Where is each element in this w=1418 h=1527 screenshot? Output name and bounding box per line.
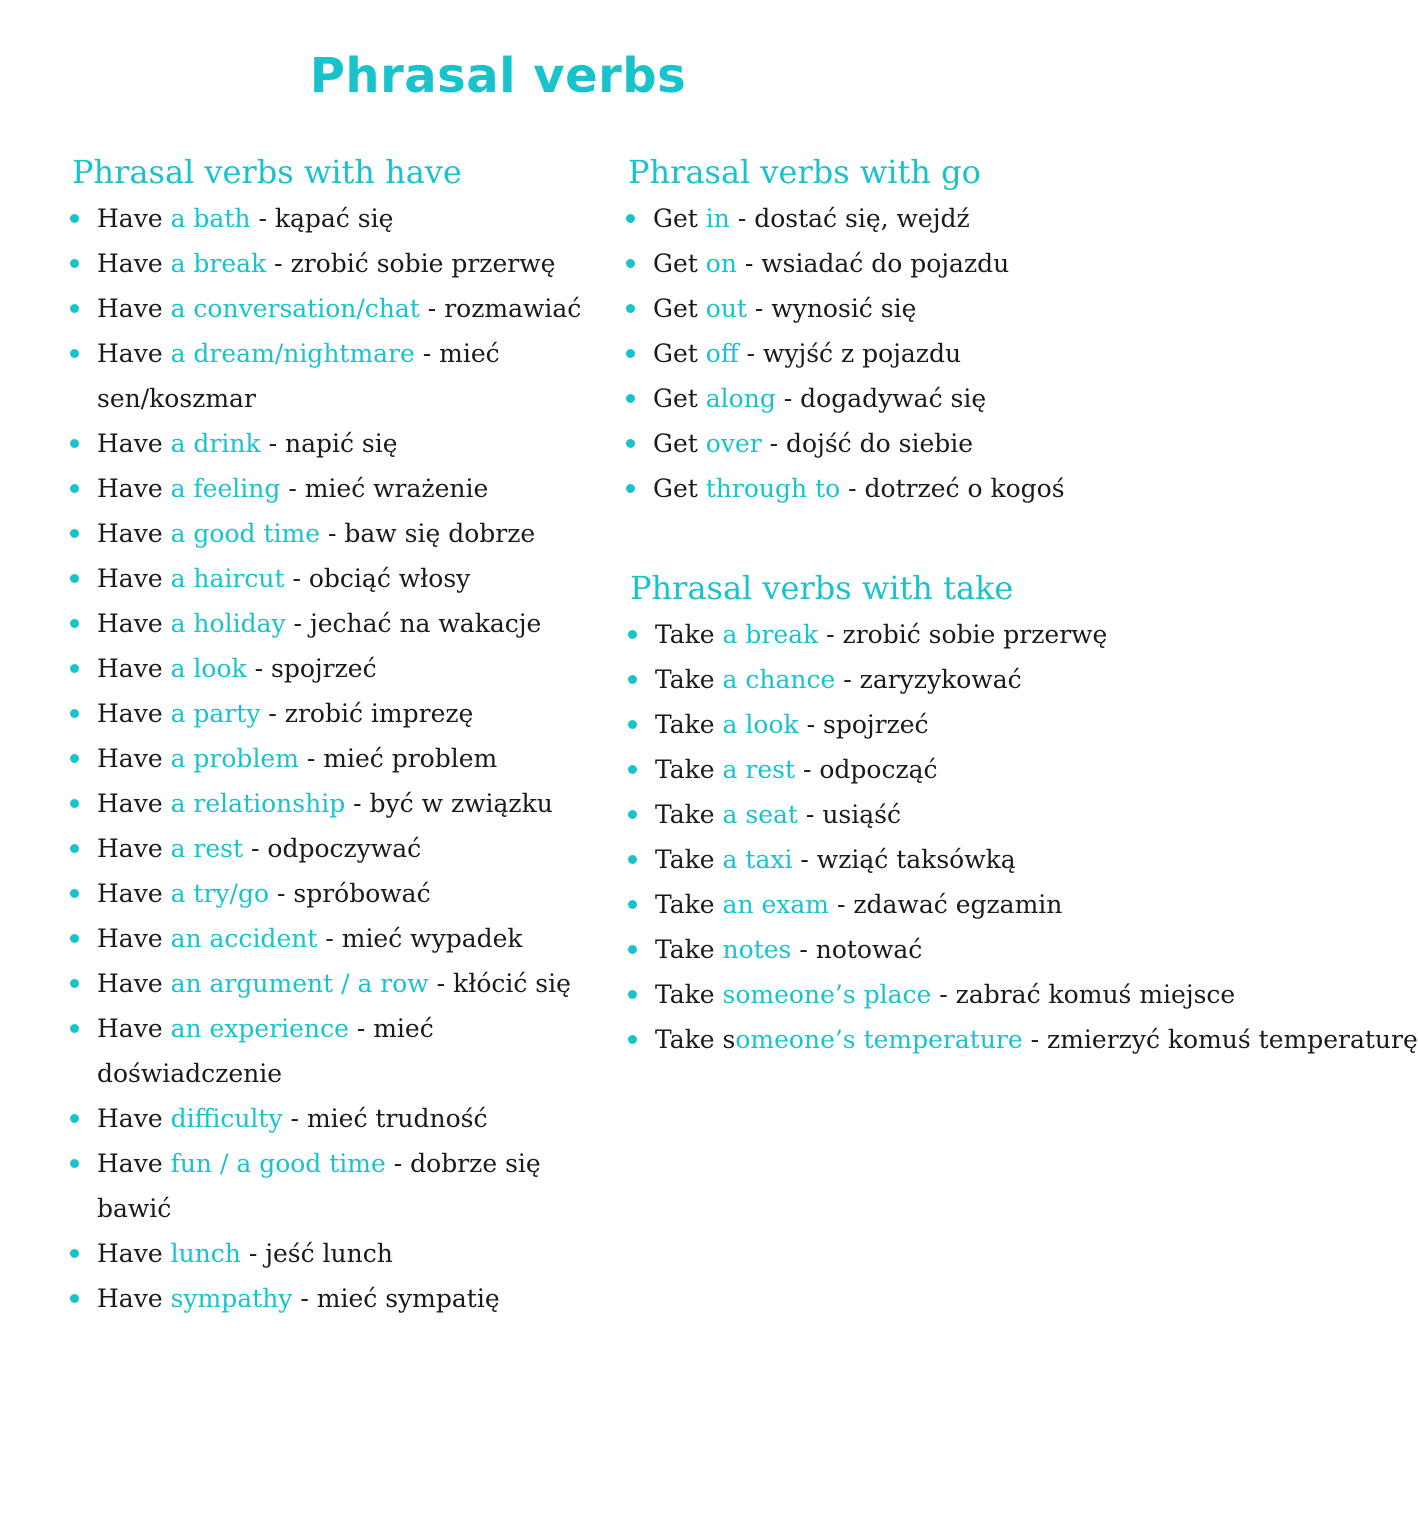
- translation: - zdawać egzamin: [829, 890, 1063, 919]
- translation: - dojść do siebie: [761, 429, 974, 458]
- translation: - zrobić sobie przerwę: [266, 249, 556, 278]
- verb: Have: [97, 294, 163, 323]
- translation: - zmierzyć komuś temperaturę: [1022, 1025, 1418, 1054]
- verb: Have: [97, 474, 163, 503]
- verb-complement: an experience: [170, 1014, 349, 1043]
- verb-complement: a bath: [170, 204, 251, 233]
- verb-complement: through to: [705, 474, 841, 503]
- list-item: [68, 466, 598, 511]
- list-item: [626, 747, 1080, 792]
- verb: Have: [97, 429, 163, 458]
- list-item: [626, 837, 1080, 882]
- translation: - mieć trudność: [282, 1104, 488, 1133]
- go-list: [624, 196, 1080, 511]
- translation: - zrobić imprezę: [260, 699, 474, 728]
- verb: Have: [97, 1149, 163, 1178]
- verb-complement: an exam: [722, 890, 830, 919]
- translation: - spróbować: [269, 879, 431, 908]
- verb: Have: [97, 654, 163, 683]
- translation: - kąpać się: [250, 204, 394, 233]
- verb: Get: [653, 294, 698, 323]
- translation: - notować: [791, 935, 923, 964]
- verb-complement: difficulty: [170, 1104, 283, 1133]
- verb: Have: [97, 969, 163, 998]
- go-section: [624, 150, 1080, 511]
- verb: Have: [97, 1239, 163, 1268]
- verb: Have: [97, 519, 163, 548]
- verb-complement: a break: [722, 620, 819, 649]
- verb-complement: an accident: [170, 924, 318, 953]
- verb: Have: [97, 789, 163, 818]
- verb-complement: along: [705, 384, 776, 413]
- translation: - mieć wypadek: [317, 924, 523, 953]
- list-item: [626, 612, 1108, 657]
- verb-complement: a party: [170, 699, 261, 728]
- list-item: [626, 657, 1080, 702]
- translation: - dotrzeć o kogoś: [840, 474, 1065, 503]
- translation: - rozmawiać: [419, 294, 582, 323]
- take-section-heading: Phrasal verbs with take: [630, 569, 1014, 607]
- list-item: [68, 736, 598, 781]
- translation: - jeść lunch: [240, 1239, 393, 1268]
- verb-complement: an argument / a row: [170, 969, 429, 998]
- verb: Have: [97, 1014, 163, 1043]
- verb-complement: a look: [170, 654, 247, 683]
- list-item: [626, 972, 1236, 1017]
- list-item: [68, 691, 598, 736]
- translation: - mieć sympatię: [292, 1284, 500, 1313]
- verb-complement: a rest: [170, 834, 244, 863]
- verb-complement: a drink: [170, 429, 261, 458]
- verb: Get: [653, 204, 698, 233]
- verb: Have: [97, 879, 163, 908]
- verb: Get: [653, 339, 698, 368]
- verb: Take: [655, 935, 715, 964]
- list-item: [68, 961, 598, 1006]
- list-item: [624, 376, 1080, 421]
- translation: - jechać na wakacje: [285, 609, 542, 638]
- verb-complement: someone’s place: [722, 980, 932, 1009]
- translation: - mieć sen/koszmar: [97, 339, 500, 413]
- verb: Have: [97, 249, 163, 278]
- list-item: [68, 511, 598, 556]
- have-list: [68, 196, 598, 1321]
- list-item: [624, 196, 1080, 241]
- page-title: Phrasal verbs: [309, 48, 687, 104]
- list-item: [68, 601, 598, 646]
- verb-complement: a seat: [722, 800, 798, 829]
- translation: - mieć doświadczenie: [97, 1014, 434, 1088]
- verb: Have: [97, 744, 163, 773]
- verb-complement: in: [705, 204, 730, 233]
- verb-complement: a conversation/chat: [170, 294, 420, 323]
- translation: - zabrać komuś miejsce: [931, 980, 1236, 1009]
- verb-complement: sympathy: [170, 1284, 293, 1313]
- verb: Have: [97, 1104, 163, 1133]
- verb: Take: [655, 710, 715, 739]
- verb-complement: off: [705, 339, 739, 368]
- list-item: [626, 882, 1080, 927]
- list-item: [68, 826, 598, 871]
- verb-complement: fun / a good time: [170, 1149, 386, 1178]
- list-item: [624, 421, 1080, 466]
- list-item: [68, 241, 598, 286]
- verb-complement: a break: [170, 249, 267, 278]
- list-item: [68, 871, 598, 916]
- list-item: [68, 1096, 598, 1141]
- verb: Take: [655, 890, 715, 919]
- list-item: [626, 792, 1080, 837]
- verb-complement: on: [705, 249, 737, 278]
- verb: Take s: [655, 1025, 736, 1054]
- have-section: [68, 150, 598, 1321]
- verb-complement: a holiday: [170, 609, 286, 638]
- list-item: [626, 927, 1080, 972]
- list-item: [68, 916, 598, 961]
- list-item: [624, 286, 1080, 331]
- verb: Take: [655, 755, 715, 784]
- verb-complement: out: [705, 294, 747, 323]
- translation: - wziąć taksówką: [792, 845, 1016, 874]
- verb-complement: over: [705, 429, 762, 458]
- verb: Have: [97, 924, 163, 953]
- list-item: [626, 1017, 1418, 1062]
- verb-complement: a dream/nightmare: [170, 339, 415, 368]
- translation: - mieć problem: [298, 744, 498, 773]
- list-item: [68, 781, 598, 826]
- verb: Take: [655, 980, 715, 1009]
- verb-complement: a look: [722, 710, 799, 739]
- list-item: [624, 331, 1080, 376]
- translation: - dogadywać się: [775, 384, 987, 413]
- list-item: [68, 196, 598, 241]
- verb: Take: [655, 620, 715, 649]
- verb: Get: [653, 474, 698, 503]
- verb: Have: [97, 564, 163, 593]
- verb: Take: [655, 665, 715, 694]
- list-item: [624, 466, 1080, 511]
- verb: Have: [97, 1284, 163, 1313]
- translation: - odpocząć: [795, 755, 938, 784]
- verb-complement: omeone’s temperature: [735, 1025, 1023, 1054]
- translation: - baw się dobrze: [320, 519, 536, 548]
- verb: Get: [653, 384, 698, 413]
- translation: - zrobić sobie przerwę: [818, 620, 1108, 649]
- translation: - mieć wrażenie: [280, 474, 489, 503]
- verb-complement: a problem: [170, 744, 299, 773]
- verb-complement: notes: [722, 935, 792, 964]
- list-item: [68, 1141, 598, 1231]
- translation: - usiąść: [797, 800, 901, 829]
- translation: - kłócić się: [428, 969, 571, 998]
- translation: - spojrzeć: [798, 710, 929, 739]
- translation: - zaryzykować: [835, 665, 1022, 694]
- take-section: [626, 566, 1418, 1062]
- verb: Take: [655, 845, 715, 874]
- verb-complement: a feeling: [170, 474, 281, 503]
- list-item: [68, 1006, 598, 1096]
- list-item: [68, 1231, 598, 1276]
- verb: Get: [653, 429, 698, 458]
- list-item: [68, 646, 598, 691]
- verb: Have: [97, 699, 163, 728]
- translation: - napić się: [260, 429, 398, 458]
- verb-complement: lunch: [170, 1239, 241, 1268]
- list-item: [68, 331, 598, 421]
- list-item: [626, 702, 1080, 747]
- translation: - wsiadać do pojazdu: [736, 249, 1010, 278]
- verb-complement: a taxi: [722, 845, 793, 874]
- verb: Have: [97, 834, 163, 863]
- take-list: [626, 612, 1418, 1062]
- list-item: [68, 421, 598, 466]
- translation: - odpoczywać: [243, 834, 422, 863]
- verb: Have: [97, 204, 163, 233]
- list-item: [624, 241, 1080, 286]
- list-item: [68, 556, 598, 601]
- verb-complement: a chance: [722, 665, 836, 694]
- verb-complement: a haircut: [170, 564, 285, 593]
- verb: Take: [655, 800, 715, 829]
- translation: - wyjść z pojazdu: [738, 339, 962, 368]
- verb-complement: a rest: [722, 755, 796, 784]
- verb: Have: [97, 609, 163, 638]
- translation: - dobrze się bawić: [97, 1149, 541, 1223]
- verb-complement: a good time: [170, 519, 321, 548]
- translation: - wynosić się: [746, 294, 917, 323]
- verb: Get: [653, 249, 698, 278]
- translation: - dostać się, wejdź: [729, 204, 970, 233]
- list-item: [68, 286, 598, 331]
- list-item: [68, 1276, 598, 1321]
- have-section-heading: Phrasal verbs with have: [72, 153, 462, 191]
- verb-complement: a try/go: [170, 879, 270, 908]
- translation: - być w związku: [345, 789, 553, 818]
- verb-complement: a relationship: [170, 789, 346, 818]
- translation: - spojrzeć: [246, 654, 377, 683]
- verb: Have: [97, 339, 163, 368]
- go-section-heading: Phrasal verbs with go: [628, 153, 981, 191]
- translation: - obciąć włosy: [284, 564, 471, 593]
